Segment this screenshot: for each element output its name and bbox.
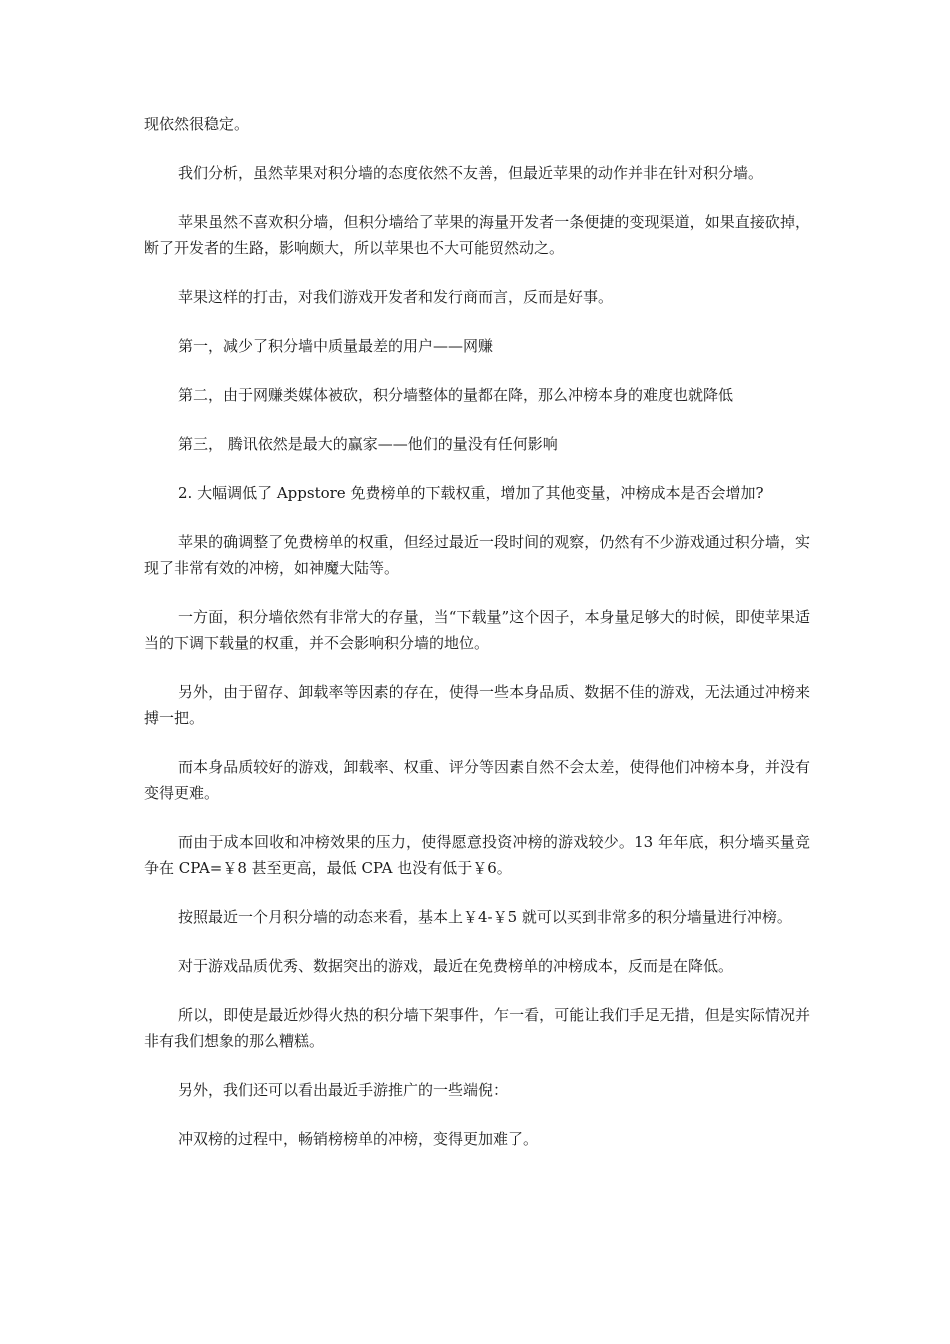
paragraph: 冲双榜的过程中，畅销榜榜单的冲榜，变得更加难了。 [178,1130,539,1148]
paragraph: 对于游戏品质优秀、数据突出的游戏，最近在免费榜单的冲榜成本，反而是在降低。 [178,957,734,975]
paragraph: 我们分析，虽然苹果对积分墙的态度依然不友善，但最近苹果的动作并非在针对积分墙。 [178,164,764,182]
document-body [144,111,810,1175]
paragraph: 现依然很稳定。 [144,115,250,133]
paragraph: 苹果的确调整了免费榜单的权重，但经过最近一段时间的观察，仍然有不少游戏通过积分墙，实现了非常有效的冲榜，如神魔大陆等。 [144,533,810,577]
paragraph: 按照最近一个月积分墙的动态来看，基本上￥4-￥5 就可以买到非常多的积分墙量进行冲榜。 [178,908,792,926]
paragraph: 另外，我们还可以看出最近手游推广的一些端倪： [178,1081,509,1099]
paragraph: 第三， 腾讯依然是最大的赢家——他们的量没有任何影响 [178,435,558,453]
paragraph: 苹果虽然不喜欢积分墙，但积分墙给了苹果的海量开发者一条便捷的变现渠道，如果直接砍掉，断了开发者的生路，影响颇大，所以苹果也不大可能贸然动之。 [144,213,810,257]
paragraph: 另外，由于留存、卸载率等因素的存在，使得一些本身品质、数据不佳的游戏，无法通过冲榜来搏一把。 [144,683,810,727]
paragraph: 而本身品质较好的游戏，卸载率、权重、评分等因素自然不会太差，使得他们冲榜本身，并没有变得更难。 [144,758,810,802]
paragraph: 所以，即使是最近炒得火热的积分墙下架事件，乍一看，可能让我们手足无措，但是实际情况并非有我们想象的那么糟糕。 [144,1006,810,1050]
paragraph: 苹果这样的打击，对我们游戏开发者和发行商而言，反而是好事。 [178,288,614,306]
paragraph: 第二，由于网赚类媒体被砍，积分墙整体的量都在降，那么冲榜本身的难度也就降低 [178,386,734,404]
paragraph: 一方面，积分墙依然有非常大的存量，当“下载量”这个因子，本身量足够大的时候，即使苹果适当的下调下载量的权重，并不会影响积分墙的地位。 [144,608,810,652]
paragraph: 第一，减少了积分墙中质量最差的用户——网赚 [178,337,494,355]
paragraph: 而由于成本回收和冲榜效果的压力，使得愿意投资冲榜的游戏较少。13 年年底，积分墙买量竞争在 CPA=￥8 甚至更高，最低 CPA 也没有低于￥6。 [144,833,810,877]
paragraph: 2. 大幅调低了 Appstore 免费榜单的下载权重，增加了其他变量，冲榜成本是否会增加? [178,484,764,502]
